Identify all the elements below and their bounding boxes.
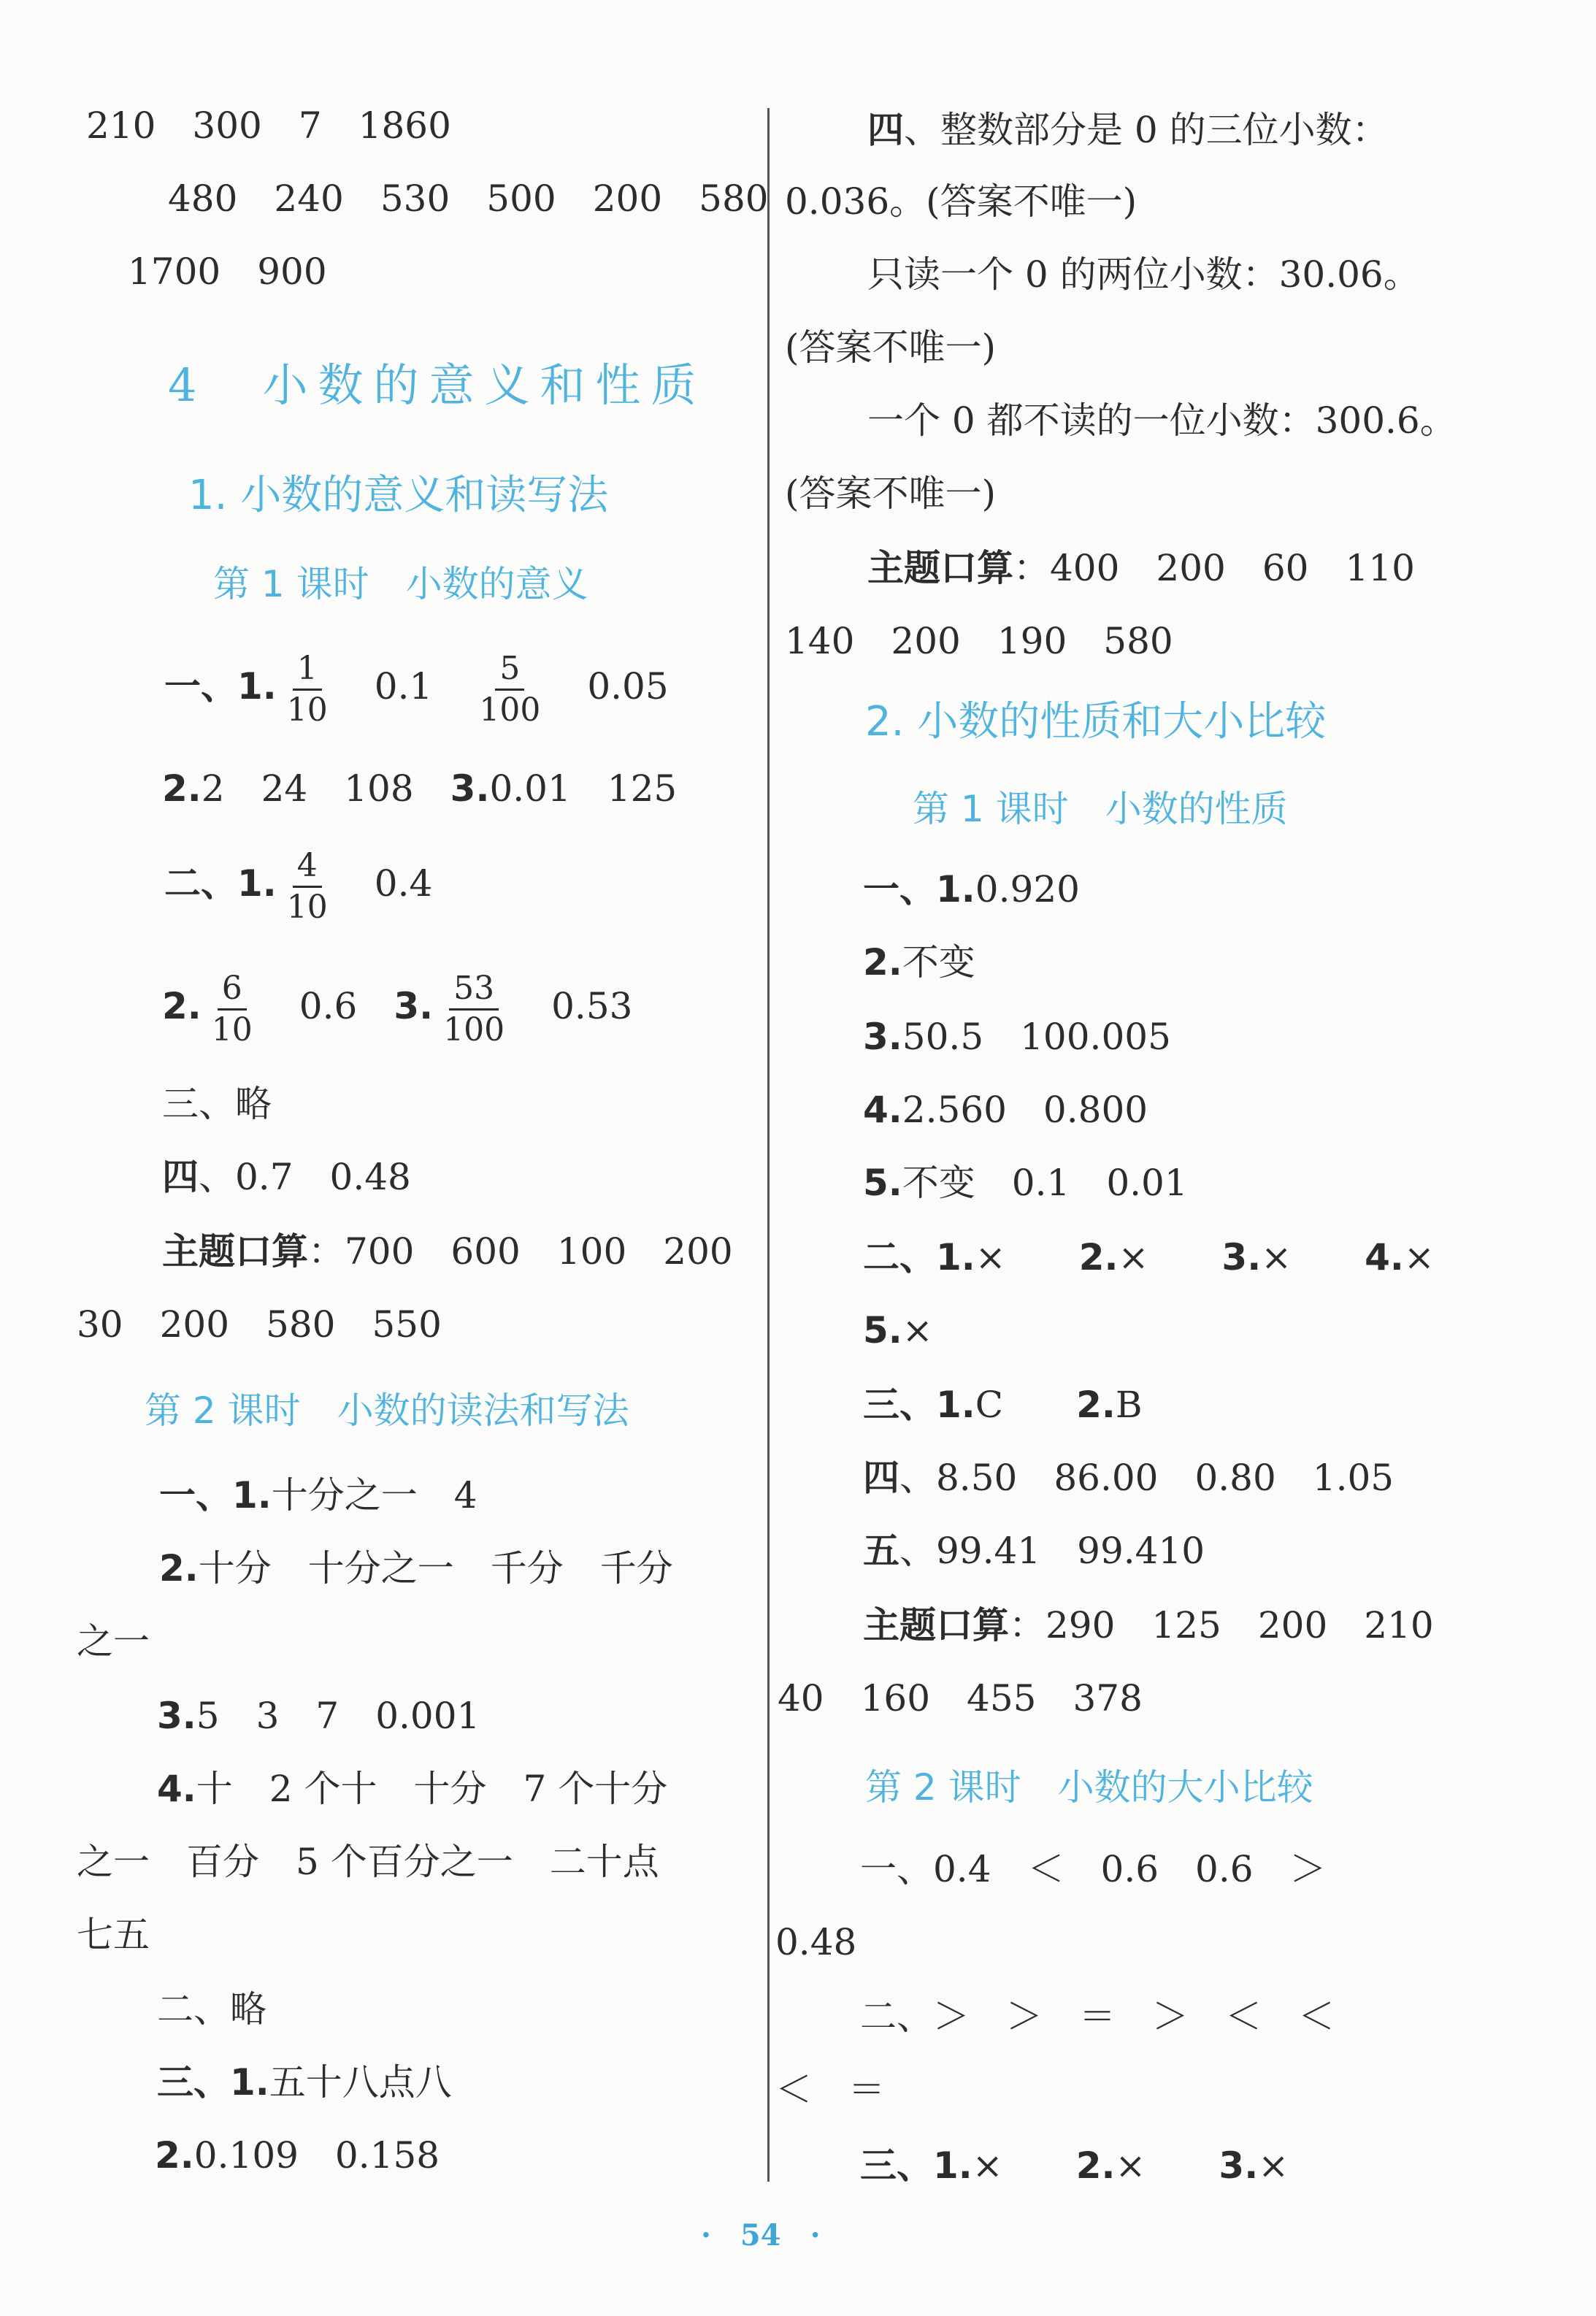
- answer-a5: 5.不变 0.1 0.01: [863, 1162, 1188, 1204]
- section-heading-2: 2. 小数的性质和大小比较: [865, 698, 1327, 745]
- answer-2-2: 2. $\frac{6}{10}$ 0.6 3. $\frac{53}{100}$ 0.53: [162, 969, 633, 1048]
- answer-4: 四、0.7 0.48: [162, 1156, 411, 1198]
- answer-f2: 0.48: [775, 1921, 857, 1963]
- answer-p5: 二、略: [157, 1988, 266, 2031]
- left-line-2: 480 240 530 500 200 580: [168, 177, 769, 220]
- answer-h: 三、1.× 2.× 3.×: [860, 2144, 1289, 2187]
- answer-p1: 一、1.十分之一 4: [159, 1474, 477, 1516]
- answer-a4: 4.2.560 0.800: [863, 1089, 1148, 1131]
- mental-math-2: 主题口算：400 200 60 110: [867, 547, 1415, 589]
- mental-math-1: 主题口算：700 600 100 200: [162, 1230, 733, 1273]
- answer-p2: 2.十分 十分之一 千分 千分: [159, 1547, 673, 1590]
- answer-p6: 三、1.五十八点八: [157, 2061, 452, 2104]
- answer-g1: 二、＞ ＞ ＝ ＞ ＜ ＜: [860, 1995, 1335, 2038]
- page-number: · 54 ·: [701, 2218, 821, 2252]
- left-line-3: 1700 900: [128, 250, 327, 293]
- answer-p2-line2: 之一: [77, 1620, 150, 1663]
- answer-c: 三、1.C 2.B: [863, 1384, 1143, 1426]
- fraction: $\frac{1}{10}$: [286, 649, 328, 729]
- answer-1-1: 一、1. $\frac{1}{10}$ 0.1 $\frac{5}{100}$ 0.05: [164, 649, 669, 729]
- answer-p3: 3.5 3 7 0.001: [157, 1695, 480, 1737]
- mental-math-1-line2: 30 200 580 550: [77, 1303, 442, 1346]
- right-line-3: 只读一个 0 的两位小数：30.06。: [867, 253, 1420, 296]
- column-divider: [767, 108, 770, 2182]
- fraction: $\frac{6}{10}$: [211, 969, 253, 1048]
- answer-d: 四、8.50 86.00 0.80 1.05: [863, 1457, 1394, 1499]
- answer-p4: 4.十 2 个十 十分 7 个十分: [157, 1768, 668, 1810]
- lesson-heading-2: 第 2 课时 小数的读法和写法: [145, 1389, 629, 1432]
- answer-2-1: 二、1. $\frac{4}{10}$ 0.4: [164, 846, 433, 926]
- chapter-heading: 4 小数的意义和性质: [168, 358, 707, 412]
- right-line-6: (答案不唯一): [785, 472, 997, 515]
- answer-g2: ＜ ＝: [775, 2068, 885, 2111]
- answer-f1: 一、0.4 ＜ 0.6 0.6 ＞: [860, 1848, 1327, 1890]
- mental-math-2-line2: 140 200 190 580: [785, 620, 1173, 662]
- fraction: $\frac{5}{100}$: [479, 649, 541, 729]
- mental-math-3: 主题口算：290 125 200 210: [863, 1604, 1434, 1646]
- answer-a1: 一、1.0.920: [863, 868, 1080, 910]
- lesson-heading-4: 第 2 课时 小数的大小比较: [865, 1766, 1313, 1809]
- mental-math-3-line2: 40 160 455 378: [778, 1677, 1143, 1719]
- right-line-4: (答案不唯一): [785, 326, 997, 369]
- answer-p4-line2: 之一 百分 5 个百分之一 二十点: [77, 1841, 659, 1883]
- fraction: $\frac{53}{100}$: [443, 969, 505, 1048]
- answer-1-2: 2.2 24 108 3.0.01 125: [162, 767, 678, 810]
- lesson-heading-1: 第 1 课时 小数的意义: [213, 563, 588, 605]
- answer-b5: 5.×: [863, 1309, 933, 1351]
- fraction: $\frac{4}{10}$: [286, 846, 328, 926]
- right-line-2: 0.036。(答案不唯一): [785, 180, 1137, 223]
- left-line-1: 210 300 7 1860: [86, 104, 451, 147]
- answer-3: 三、略: [162, 1083, 272, 1125]
- answer-b1: 二、1.× 2.× 3.× 4.×: [863, 1236, 1435, 1278]
- right-line-5: 一个 0 都不读的一位小数：300.6。: [867, 399, 1457, 442]
- answer-a2: 2.不变: [863, 941, 975, 983]
- answer-p7: 2.0.109 0.158: [155, 2134, 440, 2177]
- lesson-heading-3: 第 1 课时 小数的性质: [913, 788, 1288, 830]
- label: 一、1.: [164, 665, 277, 708]
- answer-p4-line3: 七五: [77, 1914, 150, 1956]
- right-line-1: 四、整数部分是 0 的三位小数：: [867, 109, 1389, 151]
- section-heading-1: 1. 小数的意义和读写法: [188, 472, 609, 519]
- answer-a3: 3.50.5 100.005: [863, 1016, 1171, 1058]
- answer-e: 五、99.41 99.410: [863, 1530, 1205, 1572]
